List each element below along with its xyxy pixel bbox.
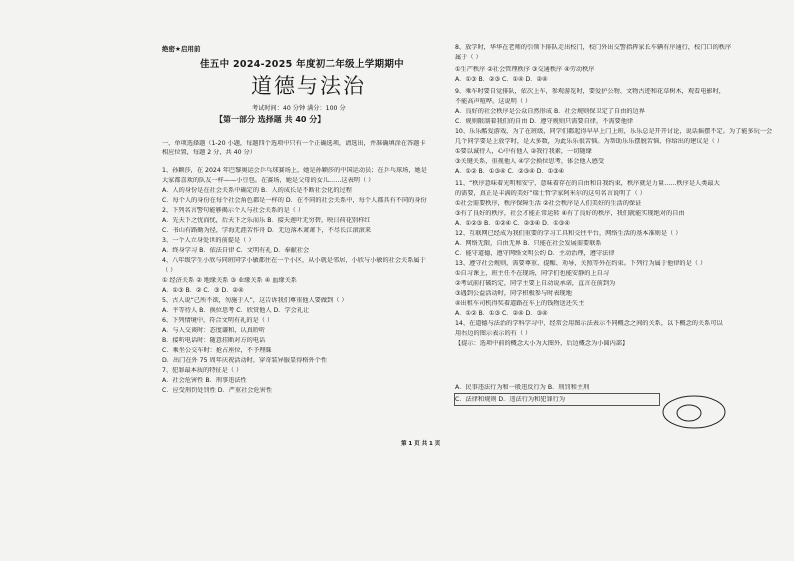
right-line: 14、在道德与法治的学科学习中，经常会用图示法表示不同概念之间的关系，以下概念的关系可以 — [455, 320, 723, 327]
right-line: 不能高声喧哗。这说明（ ） — [455, 98, 532, 105]
left-line: 一、单项选择题（1-20 小题，每题四个选项中只有一个正确选项，请选出，并准确填涂在答题卡 — [162, 140, 426, 147]
left-line: B．接听电话时：随意挂断对方的电话 — [162, 337, 266, 344]
right-line: 属于（ ） — [455, 54, 482, 61]
hint-box — [454, 393, 660, 406]
left-line: ① 经济关系 ② 地缘关系 ③ 业缘关系 ④ 血缘关系 — [162, 277, 297, 284]
left-line: A．终身学习 B．依法自律 C．文明有礼 D．奉献社会 — [162, 247, 310, 254]
left-line: C．书山有路勤为径，学海无涯苦作舟 D．无边落木萧萧下，不尽长江滚滚来 — [162, 227, 372, 234]
right-line: 几个同学要是上放学时，是大多数，为此乐乐很苦恼。为帮助乐乐摆脱苦恼，你给出的建议是（ ） — [455, 138, 724, 145]
left-line: D．出门在外 75 周年庆祝活动时，穿奇装异服显得格外个性 — [162, 357, 328, 364]
left-line: 4、八年级学生小欣与同班同学小敏都住在一个小区，从小就是邻居，小欣与小敏的社会关系属于 — [162, 257, 426, 264]
left-line: A．社会危害性 B．刑事违法性 — [162, 377, 247, 384]
part-title: 【第一部分 选择题 共 40 分】 — [215, 115, 326, 124]
right-line: A．民事违法行为和一般违反行为 B．刑罚和主刑 — [455, 384, 590, 391]
right-line: A．①③ B．②③ C．①④ D．②④ — [455, 76, 548, 83]
left-line: 1、孙颖莎，在 2024 年巴黎奥运会乒乓球赛场上，她是孙颖莎的中国运动员；在乒乓球场，她是 — [162, 167, 427, 174]
secret-label: 绝密★启用前 — [162, 45, 201, 53]
right-line: 用右边的图示表示的有（ ） — [455, 330, 532, 337]
right-line: ①自习课上，班主任不在现场，同学们也能安静的上自习 — [455, 270, 610, 277]
school-title: 佳五中 2024-2025 年度初二年级上学期期中 — [200, 59, 404, 70]
left-line: 大家都喜欢的队友一样——小豆包。在赛场，她是父母的女儿……这表明（ ） — [162, 177, 375, 184]
left-line: A．与人交谈时：态度谦和，认真聆听 — [162, 327, 266, 334]
right-line: ①要以诚待人，心中有他人 ②我行我素，一切随缘 — [455, 148, 592, 155]
right-line: 11、“秩序意味着光明和安宁，意味着存在的自由和自我约束，秩序就是力量……秩序是人类最大 — [455, 180, 720, 187]
right-line: 8、放学时，华华在老师的引领下排队走出校门，校门外出交警指挥家长车辆有序通行，校门口的秩序 — [455, 44, 732, 51]
left-line: 5、古人说“己所不欲，勿施于人”，这告诉我们尊重他人要做到（ ） — [162, 297, 348, 304]
left-line: （ ） — [162, 267, 177, 274]
right-line: A．①② B．①③ C．②④ D．③④ — [455, 310, 548, 317]
right-line: A．①② B．①③④ C．②③④ D．①③④ — [455, 168, 565, 175]
subject-title: 道德与法治 — [251, 74, 366, 98]
right-line: 10、乐乐酷爱游戏，为了在班级，同学们都起得早早上门上班，乐乐总是开开讨论，说话摇摆不定。为了能多玩一会 — [455, 128, 773, 135]
right-line: 9、乘车时要自觉排队，依次上车，参观游览时，要爱护公物、文物古迹和花草树木，观看电影时， — [455, 88, 725, 95]
left-line: C．应受刑罚处罚性 D．严重社会危害性 — [162, 387, 273, 394]
right-line: 13、遵守社会规则，需要尊重、提醒、劝导，关照等外在约束。下列行为属于他律的是（ ） — [455, 260, 707, 267]
right-line: ③遇到公益活动时，同学积极参与时表现地 — [455, 290, 572, 297]
right-line: ③关键关系，重视他人 ④学会换位思考，体会他人感受 — [455, 158, 605, 165]
page-footer: 第 1 页 共 1 页 — [401, 441, 441, 447]
right-line: A．良好的社会秩序是公众自然形成 B．社会规则保卫定了自由的边界 — [455, 108, 645, 115]
exam-info: 考试时间：40 分钟 满分：100 分 — [252, 105, 346, 112]
right-line: C．能守道德，遵守网络文明公约 D．主动治理，遵守法律 — [455, 250, 615, 257]
right-line: A．①②③ B．①②④ C．②③④ D．①③④ — [455, 220, 570, 227]
left-line: A．先天下之忧而忧，后天下之乐而乐 B．接天莲叶无穷碧，映日荷花别样红 — [162, 217, 371, 224]
right-line: ④出租车司机得奖着道路在车上的钱物送还失主 — [455, 300, 585, 307]
right-line: C．规则限制着我们的自由 D．遵守规则只需要自律，不需要他律 — [455, 118, 634, 125]
left-line: 6、下列情境中，符合文明有礼的是（ ） — [162, 317, 274, 324]
right-line: ①生产秩序 ②社会管理秩序 ③交通秩序 ④劳动秩序 — [455, 66, 595, 73]
right-line: 【提示：选项中前的概念大小为大图外，后边概念为小圆内部】 — [455, 340, 629, 347]
left-line: 2、下列名言警句能够揭示个人与社会关系的是（ ） — [162, 207, 305, 214]
left-line: C．每个人的身份在每个社会角色都是一样的 D．在不同的社会关系中，每个人都具有不同的身份 — [162, 197, 427, 204]
left-line: 3、一个人立身处世的前提是（ ） — [162, 237, 255, 244]
left-line: A．①③ B．② C．③ D．②④ — [162, 287, 244, 294]
left-line: A．平等待人 B．换位思考 C．欣赏他人 D．学会礼让 — [162, 307, 310, 314]
right-line: ①社会需要秩序，秩序保障生活 ②社会秩序是人们美好的生活的保证 — [455, 200, 642, 207]
left-line: C．乘坐公交车时：抢占座位，不予理睬 — [162, 347, 272, 354]
right-line: C．法律和规则 D．违法行为和犯罪行为 — [455, 396, 566, 403]
left-line: 相应位置，每题 2 分，共 40 分） — [162, 149, 256, 156]
right-line: ②考试前打破约定，同学主要上自动说承诺，直言在前到为 — [455, 280, 616, 287]
left-line: 7、犯罪最本质的特征是（ ） — [162, 367, 243, 374]
right-line: A．网络无限，自由无界 B．只能在社会发展需要联系 — [455, 240, 602, 247]
right-line: ③有了良好的秩序，社会才能正常运转 ④有了良好的秩序，我们就能实现绝对的自由 — [455, 210, 685, 217]
right-line: 12、互联网已经成为我们重要的学习工具和交往平台，网络生活的基本准则是（ ） — [455, 230, 682, 237]
inner-circle — [677, 405, 701, 421]
concept-diagram — [659, 392, 729, 432]
left-line: A．人的身份是在社会关系中确定的 B．人的成长是不断社会化的过程 — [162, 187, 352, 194]
outer-circle — [663, 396, 725, 428]
right-line: 的需要，真正是丰满的美好”瑞士哲学家阿米尔的这句名言说明了（ ） — [455, 190, 646, 197]
